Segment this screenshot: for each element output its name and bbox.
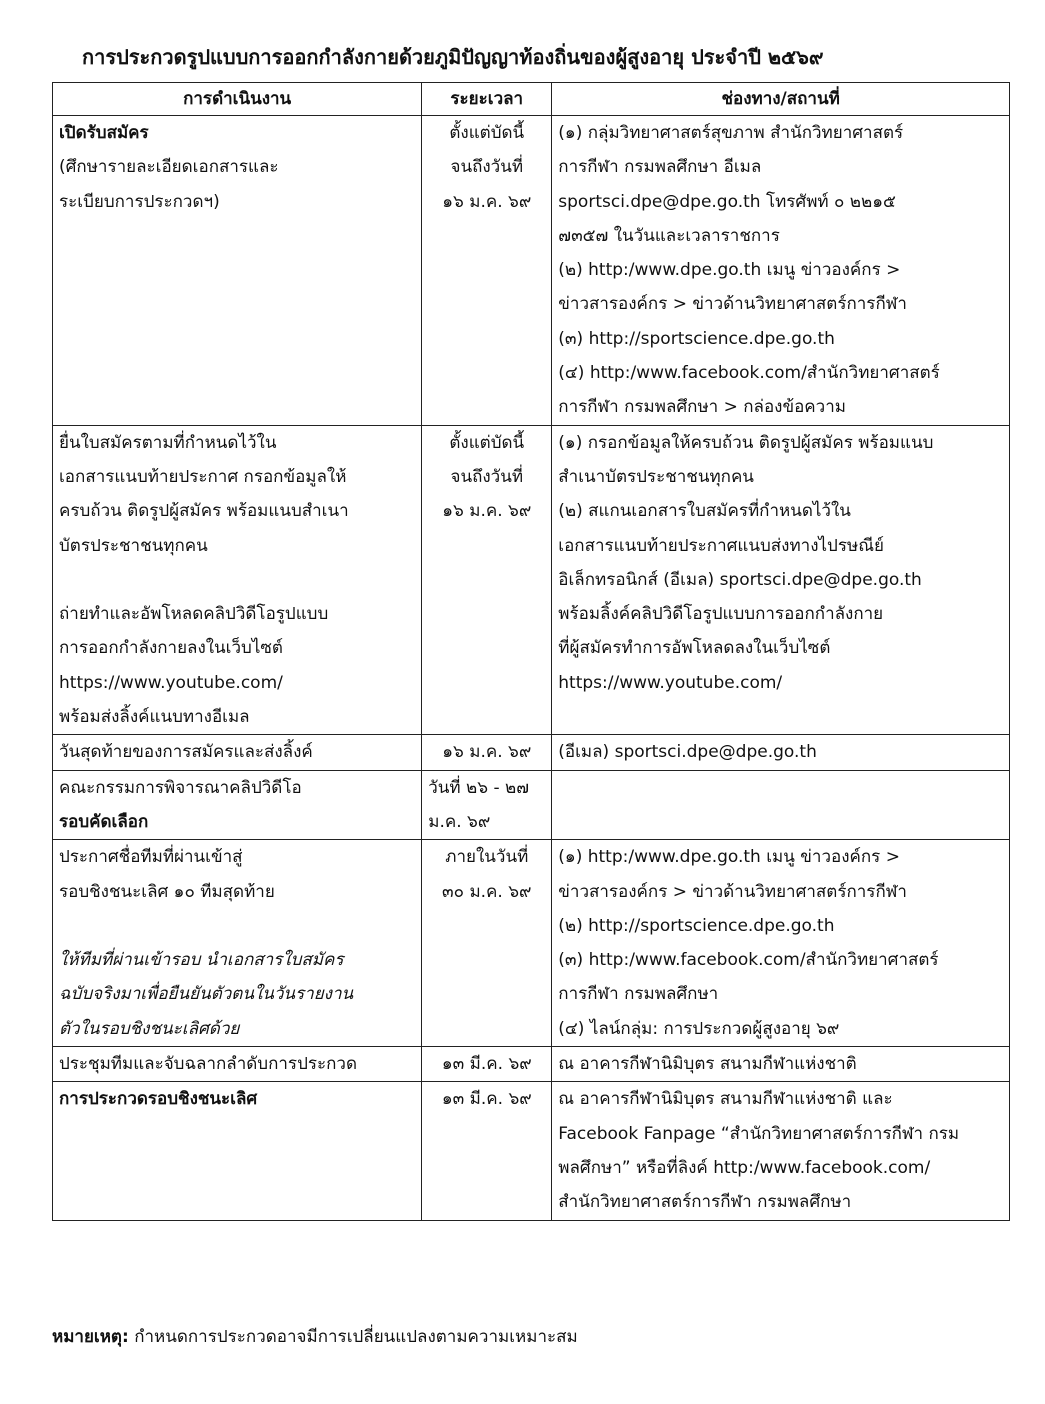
activity-line: ฉบับจริงมาเพื่อยืนยันตัวตนในวันรายงาน	[59, 984, 354, 1005]
period-line: ๑๓ มี.ค. ๖๙	[441, 1054, 532, 1075]
channel-line: ณ อาคารกีฬานิมิบุตร สนามกีฬาแห่งชาติ และ	[558, 1089, 893, 1110]
channel-cell	[552, 425, 1010, 735]
activity-line: ตัวในรอบชิงชนะเลิศด้วย	[59, 1018, 240, 1039]
channel-line: https://www.youtube.com/	[558, 672, 783, 693]
activity-line: วันสุดท้ายของการสมัครและส่งลิ้งค์	[59, 742, 313, 763]
activity-line: การออกกำลังกายลงในเว็บไซต์	[59, 638, 283, 659]
period-cell	[422, 840, 552, 1047]
period-line: ๑๖ ม.ค. ๖๙	[442, 191, 532, 212]
activity-cell	[53, 770, 422, 840]
activity-line: บัตรประชาชนทุกคน	[59, 535, 208, 556]
channel-cell	[552, 735, 1010, 770]
channel-cell	[552, 1082, 1010, 1220]
table-row	[53, 1082, 1010, 1220]
activity-line: การประกวดรอบชิงชนะเลิศ	[59, 1089, 258, 1110]
activity-cell	[53, 116, 422, 426]
header-channel: ช่องทาง/สถานที่	[552, 83, 1010, 116]
activity-line: เอกสารแนบท้ายประกาศ กรอกข้อมูลให้	[59, 466, 347, 487]
channel-line: การกีฬา กรมพลศึกษา อีเมล	[558, 157, 762, 178]
period-line: จนถึงวันที่	[450, 157, 524, 178]
period-cell	[422, 770, 552, 840]
period-line: ตั้งแต่บัดนี้	[449, 432, 525, 453]
table-row	[53, 735, 1010, 770]
period-cell	[422, 425, 552, 735]
table-row	[53, 1047, 1010, 1082]
channel-line: ที่ผู้สมัครทำการอัพโหลดลงในเว็บไซต์	[558, 638, 831, 659]
period-cell	[422, 116, 552, 426]
channel-line: สำนักวิทยาศาสตร์การกีฬา กรมพลศึกษา	[558, 1192, 852, 1213]
channel-line: (๓) http://sportscience.dpe.go.th	[558, 328, 835, 349]
header-period: ระยะเวลา	[422, 83, 552, 116]
remark	[52, 1322, 578, 1352]
channel-line: การกีฬา กรมพลศึกษา > กล่องข้อความ	[558, 397, 846, 418]
channel-line: sportsci.dpe@dpe.go.th โทรศัพท์ ๐ ๒๒๑๕	[558, 191, 896, 212]
activity-line: (ศึกษารายละเอียดเอกสารและ	[59, 157, 279, 178]
activity-line: ประกาศชื่อทีมที่ผ่านเข้าสู่	[59, 847, 243, 868]
channel-line: เอกสารแนบท้ายประกาศแนบส่งทางไปรษณีย์	[558, 535, 884, 556]
table-row	[53, 770, 1010, 840]
activity-line: ระเบียบการประกวดฯ)	[59, 191, 220, 212]
channel-line: ณ อาคารกีฬานิมิบุตร สนามกีฬาแห่งชาติ	[558, 1054, 857, 1075]
period-cell	[422, 735, 552, 770]
channel-line: (๑) กรอกข้อมูลให้ครบถ้วน ติดรูปผู้สมัคร พร้อมแนบ	[558, 432, 934, 453]
channel-line: (๓) http:/www.facebook.com/สำนักวิทยาศาสตร์	[558, 950, 939, 971]
period-line: ๑๖ ม.ค. ๖๙	[442, 742, 532, 763]
activity-line: ให้ทีมที่ผ่านเข้ารอบ นำเอกสารใบสมัคร	[59, 950, 344, 971]
activity-line: คณะกรรมการพิจารณาคลิปวิดีโอ	[59, 777, 302, 798]
activity-line: รอบคัดเลือก	[59, 811, 149, 832]
schedule-table	[52, 82, 1010, 1221]
channel-line: (๔) http:/www.facebook.com/สำนักวิทยาศาสตร์	[558, 363, 940, 384]
channel-line: (๒) http:/www.dpe.go.th เมนู ข่าวองค์กร >	[558, 260, 901, 281]
channel-line: ข่าวสารองค์กร > ข่าวด้านวิทยาศาสตร์การกีฬา	[558, 294, 907, 315]
activity-line	[59, 563, 415, 597]
channel-line: พลศึกษา” หรือที่ลิงค์ http:/www.facebook.com/	[558, 1157, 931, 1178]
activity-line: ถ่ายทำและอัพโหลดคลิปวิดีโอรูปแบบ	[59, 604, 329, 625]
channel-line: การกีฬา กรมพลศึกษา	[558, 984, 719, 1005]
table-body	[53, 116, 1010, 1221]
table-row	[53, 840, 1010, 1047]
activity-line: ประชุมทีมและจับฉลากลำดับการประกวด	[59, 1054, 357, 1075]
activity-line: รอบชิงชนะเลิศ ๑๐ ทีมสุดท้าย	[59, 881, 275, 902]
page-title: การประกวดรูปแบบการออกกำลังกายด้วยภูมิปัญญาท้องถิ่นของผู้สูงอายุ ประจำปี ๒๕๖๙	[82, 45, 824, 69]
activity-line: https://www.youtube.com/	[59, 672, 283, 693]
period-line: ๓๐ ม.ค. ๖๙	[442, 881, 532, 902]
activity-line: ครบถ้วน ติดรูปผู้สมัคร พร้อมแนบสำเนา	[59, 501, 349, 522]
channel-cell	[552, 116, 1010, 426]
channel-cell	[552, 1047, 1010, 1082]
remark-label: หมายเหตุ:	[52, 1327, 129, 1347]
period-line: ตั้งแต่บัดนี้	[449, 123, 525, 143]
channel-line: สำเนาบัตรประชาชนทุกคน	[558, 466, 754, 487]
channel-line: (๑) http:/www.dpe.go.th เมนู ข่าวองค์กร >	[558, 847, 900, 868]
activity-cell	[53, 1047, 422, 1082]
activity-line: ยื่นใบสมัครตามที่กำหนดไว้ใน	[59, 432, 277, 453]
period-line: จนถึงวันที่	[450, 466, 524, 487]
period-line: ๑๓ มี.ค. ๖๙	[441, 1089, 532, 1110]
channel-line: ๗๓๕๗ ในวันและเวลาราชการ	[558, 225, 780, 246]
channel-line: (๒) http://sportscience.dpe.go.th	[558, 915, 835, 936]
channel-line: (อีเมล) sportsci.dpe@dpe.go.th	[558, 742, 817, 763]
channel-line: Facebook Fanpage “สำนักวิทยาศาสตร์การกีฬา กรม	[558, 1123, 960, 1144]
header-activity: การดำเนินงาน	[53, 83, 422, 116]
channel-line: ข่าวสารองค์กร > ข่าวด้านวิทยาศาสตร์การกีฬา	[558, 881, 907, 902]
period-line: ม.ค. ๖๙	[428, 811, 491, 832]
activity-line: เปิดรับสมัคร	[59, 123, 149, 143]
activity-line	[59, 909, 415, 943]
activity-cell	[53, 425, 422, 735]
channel-line: (๑) กลุ่มวิทยาศาสตร์สุขภาพ สำนักวิทยาศาสตร์	[558, 123, 904, 143]
period-line: ๑๖ ม.ค. ๖๙	[442, 501, 532, 522]
activity-cell	[53, 1082, 422, 1220]
channel-line: อิเล็กทรอนิกส์ (อีเมล) sportsci.dpe@dpe.go.th	[558, 569, 922, 590]
period-cell	[422, 1082, 552, 1220]
channel-cell	[552, 840, 1010, 1047]
period-cell	[422, 1047, 552, 1082]
table-row	[53, 425, 1010, 735]
activity-line: พร้อมส่งลิ้งค์แนบทางอีเมล	[59, 707, 250, 728]
table-row	[53, 116, 1010, 426]
period-line: ภายในวันที่	[445, 847, 529, 868]
remark-text: กำหนดการประกวดอาจมีการเปลี่ยนแปลงตามความเหมาะสม	[134, 1327, 578, 1347]
channel-line: พร้อมลิ้งค์คลิปวิดีโอรูปแบบการออกกำลังกาย	[558, 604, 884, 625]
table-header-row	[53, 83, 1010, 116]
activity-cell	[53, 840, 422, 1047]
channel-line: (๔) ไลน์กลุ่ม: การประกวดผู้สูงอายุ ๖๙	[558, 1018, 840, 1039]
period-line: วันที่ ๒๖ - ๒๗	[428, 777, 529, 798]
channel-line: (๒) สแกนเอกสารใบสมัครที่กำหนดไว้ใน	[558, 501, 851, 522]
channel-cell	[552, 770, 1010, 840]
activity-cell	[53, 735, 422, 770]
